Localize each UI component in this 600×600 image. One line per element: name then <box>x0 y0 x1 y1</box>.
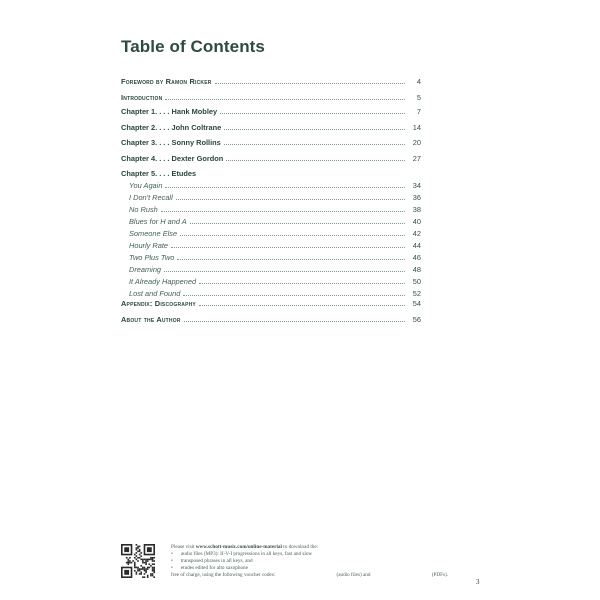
dot-leader <box>224 143 405 145</box>
toc-entry[interactable] <box>121 120 421 132</box>
dot-leader <box>199 282 405 284</box>
toc-entry-label: Someone Else <box>129 229 178 238</box>
toc-subentry[interactable] <box>121 274 421 286</box>
toc-page-number: 36 <box>412 193 421 202</box>
dot-leader <box>180 234 405 236</box>
dot-leader <box>190 222 405 224</box>
toc-entry[interactable] <box>121 296 421 308</box>
download-intro: Please visit www.schott-music.com/online-material to download the: <box>171 544 319 550</box>
toc-entry[interactable] <box>121 104 421 116</box>
toc-subentry[interactable] <box>121 250 421 262</box>
toc-page-number: 56 <box>412 315 421 324</box>
toc-entry[interactable] <box>121 74 421 86</box>
toc-page-number: 20 <box>412 138 421 147</box>
dot-leader <box>165 98 405 100</box>
toc-page-number: 54 <box>412 299 421 308</box>
toc-entry-label: I Don't Recall <box>129 193 173 202</box>
toc-subentry[interactable] <box>121 262 421 274</box>
toc-entry-label: Appendix: Discography <box>121 299 196 308</box>
toc-entry-label: Chapter 2. . . . John Coltrane <box>121 123 222 132</box>
dot-leader <box>199 304 405 306</box>
dot-leader <box>165 186 405 188</box>
toc-entry-label: Chapter 3. . . . Sonny Rollins <box>121 138 221 147</box>
dot-leader <box>215 82 405 84</box>
toc-entry-label: Two Plus Two <box>129 253 175 262</box>
toc-entry-label: Chapter 4. . . . Dexter Gordon <box>121 154 224 163</box>
page-number: 3 <box>476 578 480 586</box>
toc-entry-label: Lost and Found <box>129 289 181 298</box>
toc-entry[interactable] <box>121 151 421 163</box>
toc-entry-label: Dreaming <box>129 265 162 274</box>
download-bullet: • transposed phrases in all keys, and <box>171 558 451 565</box>
page-title: Table of Contents <box>121 37 265 56</box>
toc-page-number: 4 <box>416 77 421 86</box>
toc-page-number: 46 <box>412 253 421 262</box>
toc-page-number: 27 <box>412 154 421 163</box>
toc-entry-label: Chapter 5. . . . Etudes <box>121 169 197 178</box>
download-bullet: • audio files (MP3): II-V-I progressions in all keys, fast and slow <box>171 551 451 558</box>
toc-page-number: 48 <box>412 265 421 274</box>
toc-subentry[interactable] <box>121 190 421 202</box>
dot-leader <box>226 159 405 161</box>
toc-page-number: 52 <box>412 289 421 298</box>
download-url[interactable]: www.schott-music.com/online-material <box>195 544 282 550</box>
dot-leader <box>171 246 405 248</box>
toc-page-number: 7 <box>416 107 421 116</box>
toc-entry-label: Blues for H and A <box>129 217 187 226</box>
toc-entry-label: You Again <box>129 181 163 190</box>
toc-subentry[interactable] <box>121 178 421 190</box>
toc-entry-label: About the Author <box>121 315 181 324</box>
toc-entry[interactable] <box>121 90 421 102</box>
dot-leader <box>224 128 405 130</box>
toc-subentry[interactable] <box>121 202 421 214</box>
toc-entry-label: Chapter 1. . . . Hank Mobley <box>121 107 218 116</box>
download-bullet: • etudes edited for alto saxophone <box>171 565 451 572</box>
dot-leader <box>176 198 405 200</box>
toc-entry-label: Foreword by Ramon Ricker <box>121 77 212 86</box>
toc-entry-label: It Already Happened <box>129 277 197 286</box>
dot-leader <box>199 175 405 176</box>
toc-page-number: 40 <box>412 217 421 226</box>
toc-entry-label: Introduction <box>121 93 163 102</box>
toc-entry-label: Hourly Rate <box>129 241 169 250</box>
toc-page-number: 38 <box>412 205 421 214</box>
toc-subentry[interactable] <box>121 238 421 250</box>
qr-code-icon[interactable] <box>121 544 155 578</box>
toc-subentry[interactable] <box>121 214 421 226</box>
toc-page-number: 42 <box>412 229 421 238</box>
dot-leader <box>184 320 405 322</box>
voucher-line: free of charge, using the following voucher codes: (audio files) and (PDFs). <box>171 572 449 578</box>
download-notes <box>171 544 451 579</box>
toc-page-number: 14 <box>412 123 421 132</box>
dot-leader <box>161 210 405 212</box>
dot-leader <box>177 258 405 260</box>
toc-subentry[interactable] <box>121 226 421 238</box>
toc-page-number: 50 <box>412 277 421 286</box>
toc-page-number: 44 <box>412 241 421 250</box>
toc-entry-label: No Rush <box>129 205 158 214</box>
toc-entry[interactable] <box>121 312 421 324</box>
dot-leader <box>220 112 405 114</box>
toc-page-number: 5 <box>416 93 421 102</box>
toc-page-number: 34 <box>412 181 421 190</box>
dot-leader <box>164 270 405 272</box>
toc-entry[interactable] <box>121 135 421 147</box>
toc-entry[interactable] <box>121 166 421 178</box>
